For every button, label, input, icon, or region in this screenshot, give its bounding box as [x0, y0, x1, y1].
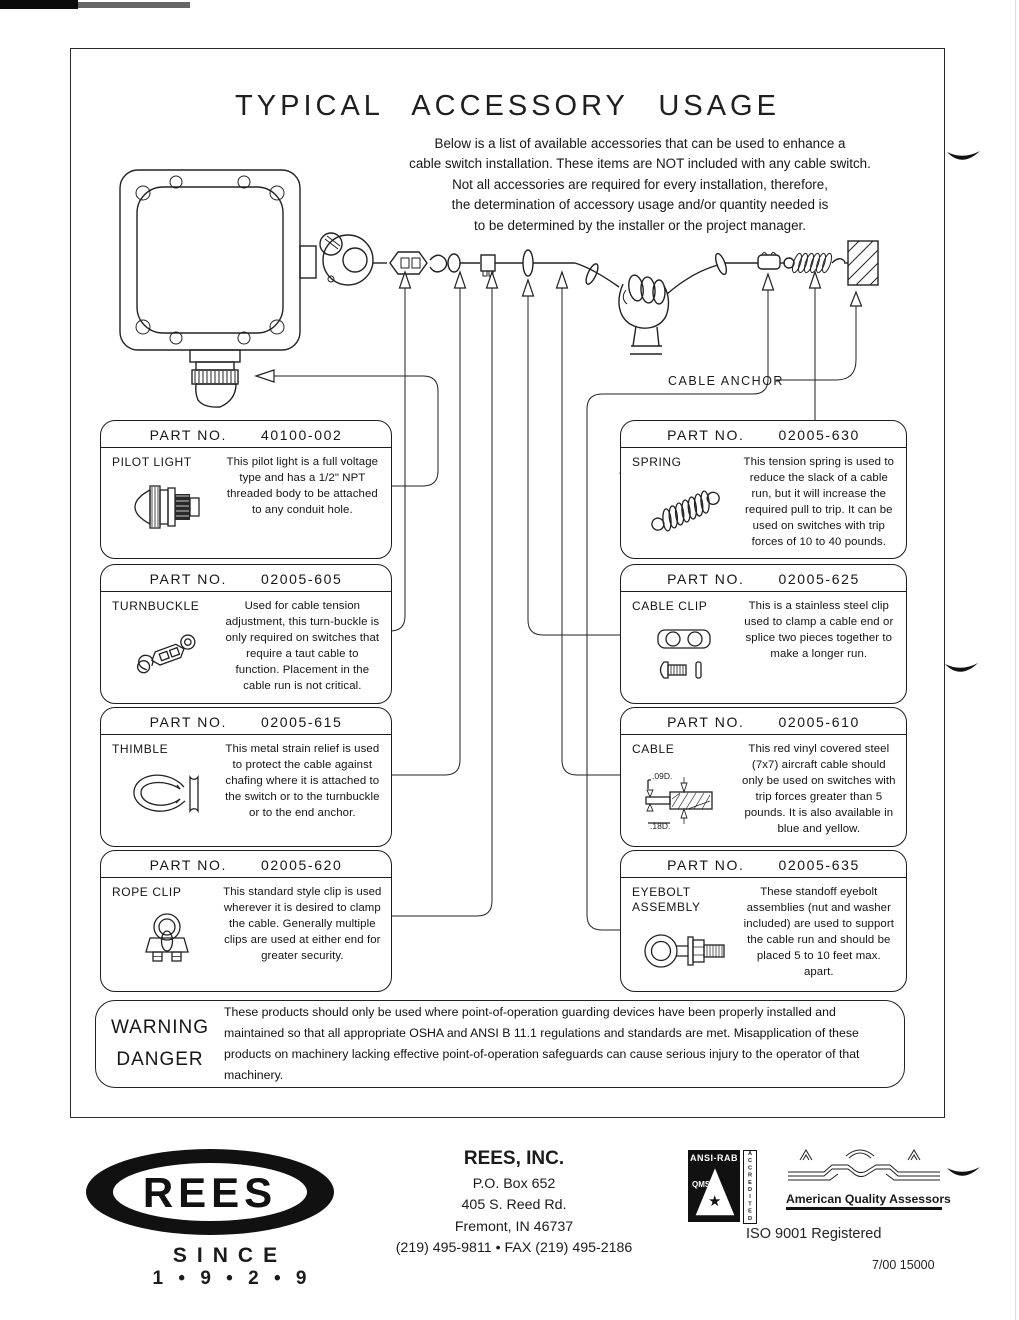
cable-dim-top-label: .09D.: [652, 771, 673, 781]
company-address-block: [368, 1148, 660, 1259]
part-no-label: PART NO.: [149, 714, 227, 730]
accredited-strip: ACCREDITED: [743, 1150, 757, 1224]
part-no-label: PART NO.: [149, 857, 227, 873]
intro-line: cable switch installation. These items are NOT included with any cable switch.: [409, 156, 871, 172]
part-no-value: 02005-635: [778, 857, 860, 873]
phone-line: (219) 495-9811 • FAX (219) 495-2186: [395, 1239, 633, 1256]
part-name: ROPE CLIP: [112, 885, 182, 899]
cable-dim-bottom-label: .18D.: [650, 821, 671, 831]
part-description: This red vinyl covered steel (7x7) aircraft cable should only be used on switches with trip forces greater than 5 pounds. It is also available in blue and yellow.: [742, 743, 896, 835]
part-description: This pilot light is a full voltage type and has a 1/2" NPT threaded body to be attached to any conduit hole.: [226, 456, 379, 516]
part-no-label: PART NO.: [667, 714, 745, 730]
scan-edge-line: [1015, 0, 1016, 1320]
part-description: This standard style clip is used wherever it is desired to clamp the cable. Generally multiple clips are used at either end for greater security.: [223, 886, 382, 962]
part-box-turnbuckle: [100, 564, 392, 704]
cable-clip-icon: [632, 624, 741, 688]
part-name: TURNBUCKLE: [112, 599, 200, 613]
part-no-value: 02005-605: [261, 571, 343, 587]
warning-heading: [96, 1012, 224, 1077]
aqa-name: American Quality Assessors: [786, 1192, 942, 1210]
part-description: These standoff eyebolt assemblies (nut and washer included) are used to support the cable run and should be placed 5 to 10 feet max. apart.: [743, 886, 895, 978]
part-no-value: 02005-625: [778, 571, 860, 587]
part-no-value: 40100-002: [261, 427, 343, 443]
company-name: REES, INC.: [463, 1148, 565, 1169]
ansi-rab-text: ANSI-RAB: [690, 1153, 738, 1163]
part-box-pilot-light: [100, 420, 392, 559]
intro-line: the determination of accessory usage and/or quantity needed is: [451, 197, 829, 213]
rees-logo: [82, 1146, 338, 1238]
aqa-logo-mark: [786, 1146, 942, 1192]
warning-word: WARNING: [110, 1016, 210, 1038]
warning-text: These products should only be used where point-of-operation guarding devices have been properly installed and maintained so that all appropriate OSHA and ANSI B 11.1 regulations and standards are met. Misapplication of these products on machinery lacking effective point-of-operation safeguards can cause serious injury to the operator of that machinery.: [224, 1004, 860, 1083]
spring-icon: [632, 480, 741, 542]
part-box-spring: [620, 420, 907, 559]
address-line: 405 S. Reed Rd.: [461, 1197, 567, 1214]
intro-line: Not all accessories are required for every installation, therefore,: [452, 176, 828, 192]
part-no-label: PART NO.: [149, 427, 227, 443]
checkmark-swoosh-icon: [942, 660, 982, 682]
thimble-icon: [112, 767, 223, 823]
part-name: CABLE: [632, 742, 675, 756]
address-line: P.O. Box 652: [472, 1176, 556, 1192]
aqa-logo: [786, 1146, 951, 1210]
part-name: THIMBLE: [112, 742, 169, 756]
part-no-value: 02005-630: [778, 427, 860, 443]
rees-logo-text: REES: [142, 1169, 278, 1216]
turnbuckle-icon: [112, 624, 223, 686]
ansi-rab-logo: [688, 1150, 756, 1224]
scan-artifact-bar: [0, 0, 78, 9]
year-label: 1 • 9 • 2 • 9: [152, 1268, 312, 1289]
part-name: CABLE CLIP: [632, 599, 708, 613]
part-no-value: 02005-615: [261, 714, 343, 730]
part-name: PILOT LIGHT: [112, 455, 192, 469]
part-name: EYEBOLT ASSEMBLY: [632, 885, 701, 914]
intro-line: Below is a list of available accessories that can be used to enhance a: [434, 136, 846, 151]
part-no-label: PART NO.: [667, 571, 745, 587]
part-description: Used for cable tension adjustment, this turn-buckle is only required on switches that require a taut cable to function. Placement in the cable run is not critical.: [225, 600, 380, 692]
intro-line: to be determined by the installer or the project manager.: [474, 217, 806, 233]
part-description: This tension spring is used to reduce the slack of a cable run, but it will increase the required pull to trip. It can be used on switches with trip forces of 10 to 40 pounds.: [743, 456, 895, 548]
rope-clip-icon: [112, 910, 223, 970]
part-description: This is a stainless steel clip used to clamp a cable end or splice two pieces together to make a longer run.: [744, 600, 894, 660]
part-box-rope-clip: [100, 850, 392, 992]
checkmark-swoosh-icon: [944, 148, 984, 170]
part-box-eyebolt: [620, 850, 907, 992]
cable-icon: [632, 767, 741, 835]
part-no-value: 02005-620: [261, 857, 343, 873]
part-name: SPRING: [632, 455, 682, 469]
part-no-label: PART NO.: [667, 857, 745, 873]
pilot-light-icon: [112, 480, 223, 534]
part-no-value: 02005-610: [778, 714, 860, 730]
part-no-label: PART NO.: [667, 427, 745, 443]
page-title: TYPICAL ACCESSORY USAGE: [235, 90, 780, 122]
scan-artifact-bar: [78, 2, 190, 8]
checkmark-swoosh-icon: [944, 1164, 984, 1186]
cable-anchor-label: CABLE ANCHOR: [668, 374, 784, 388]
qms-text: QMS: [692, 1180, 711, 1189]
danger-word: DANGER: [116, 1049, 204, 1070]
part-no-label: PART NO.: [149, 571, 227, 587]
warning-box: [95, 1000, 905, 1088]
iso-registered-text: ISO 9001 Registered: [746, 1226, 882, 1242]
eyebolt-icon: [632, 925, 741, 977]
part-box-thimble: [100, 707, 392, 847]
address-line: Fremont, IN 46737: [454, 1218, 574, 1235]
star-icon: ★: [708, 1193, 722, 1210]
doc-code: 7/00 15000: [872, 1258, 935, 1272]
part-description: This metal strain relief is used to protect the cable against chafing where it is attached to the switch or to the turnbuckle or to the end anchor.: [225, 743, 380, 819]
part-box-cable-clip: [620, 564, 907, 704]
part-box-cable: [620, 707, 907, 847]
since-label: SINCE: [172, 1244, 288, 1267]
